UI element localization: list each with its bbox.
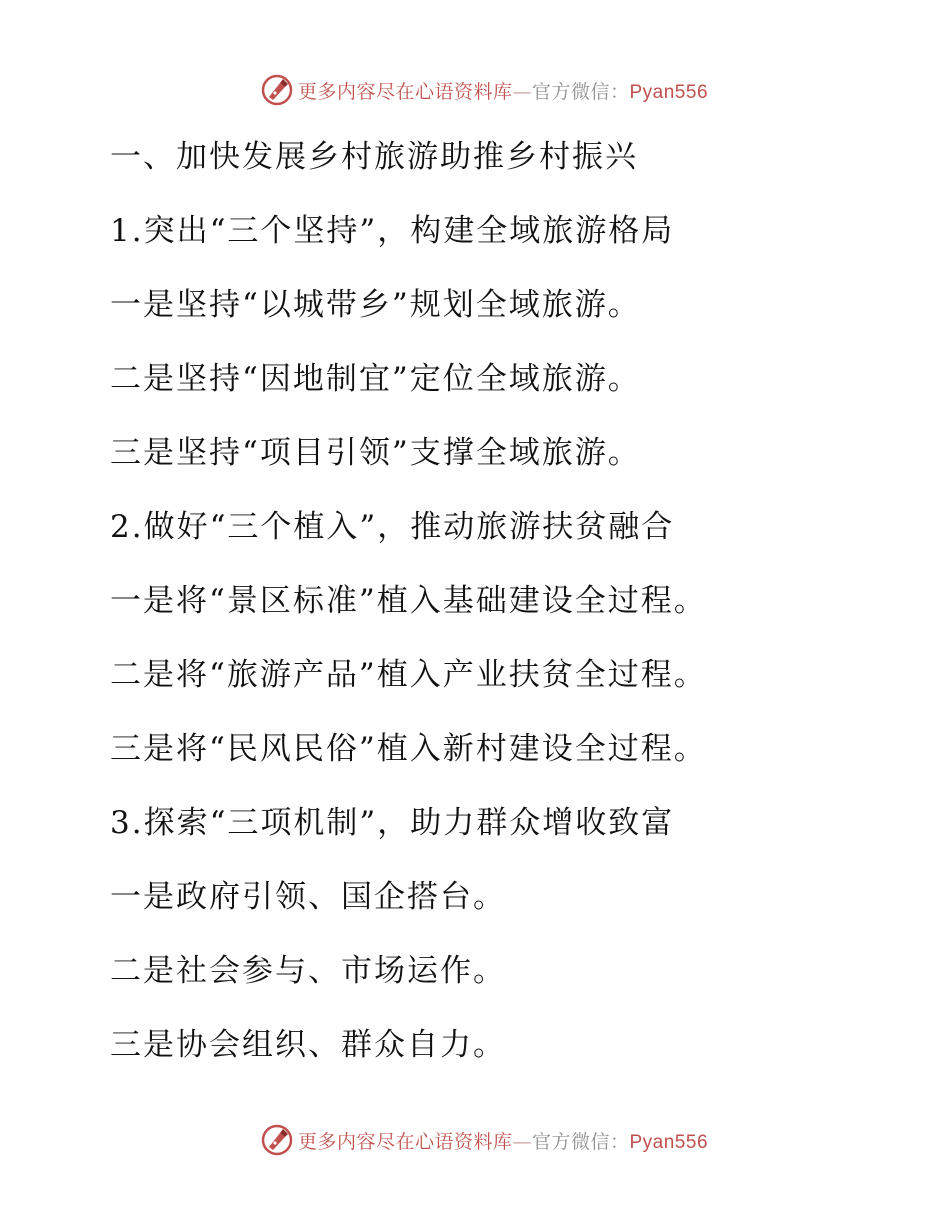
list-item: 三是将“民风民俗”植入新村建设全过程。 (110, 731, 707, 767)
list-item: 三是协会组织、群众自力。 (110, 1027, 506, 1063)
footer-banner-alt: 官方微信： (531, 1130, 630, 1153)
list-item: 一是将“景区标准”植入基础建设全过程。 (110, 583, 707, 619)
subheading-2: 2.做好“三个植入”，推动旅游扶贫融合 (110, 509, 675, 545)
list-item: 二是坚持“因地制宜”定位全域旅游。 (110, 361, 641, 397)
header-banner-dash: — (512, 80, 532, 103)
header-banner-main: 更多内容尽在心语资料库 (297, 80, 513, 103)
footer-banner (0, 1120, 950, 1160)
document-body (110, 120, 910, 1082)
footer-banner-main: 更多内容尽在心语资料库 (297, 1130, 513, 1153)
footer-banner-dash: — (512, 1130, 532, 1153)
header-banner (0, 70, 950, 110)
header-banner-alt: 官方微信： (531, 80, 630, 103)
subheading-3: 3.探索“三项机制”，助力群众增收致富 (110, 805, 675, 841)
pen-nib-logo-icon (260, 73, 294, 107)
list-item: 一是政府引领、国企搭台。 (110, 879, 506, 915)
list-item: 一是坚持“以城带乡”规划全域旅游。 (110, 287, 641, 323)
section-heading: 一、加快发展乡村旅游助推乡村振兴 (110, 139, 638, 175)
footer-banner-inner (260, 1123, 708, 1157)
list-item: 二是将“旅游产品”植入产业扶贫全过程。 (110, 657, 707, 693)
subheading-1: 1.突出“三个坚持”，构建全域旅游格局 (110, 213, 675, 249)
header-banner-inner (260, 73, 708, 107)
footer-banner-text (298, 1127, 708, 1154)
footer-banner-handle: Pyan556 (629, 1131, 709, 1153)
list-item: 二是社会参与、市场运作。 (110, 953, 506, 989)
header-banner-handle: Pyan556 (629, 81, 709, 103)
header-banner-text (298, 77, 708, 104)
pen-nib-logo-icon (260, 1123, 294, 1157)
list-item: 三是坚持“项目引领”支撑全域旅游。 (110, 435, 641, 471)
